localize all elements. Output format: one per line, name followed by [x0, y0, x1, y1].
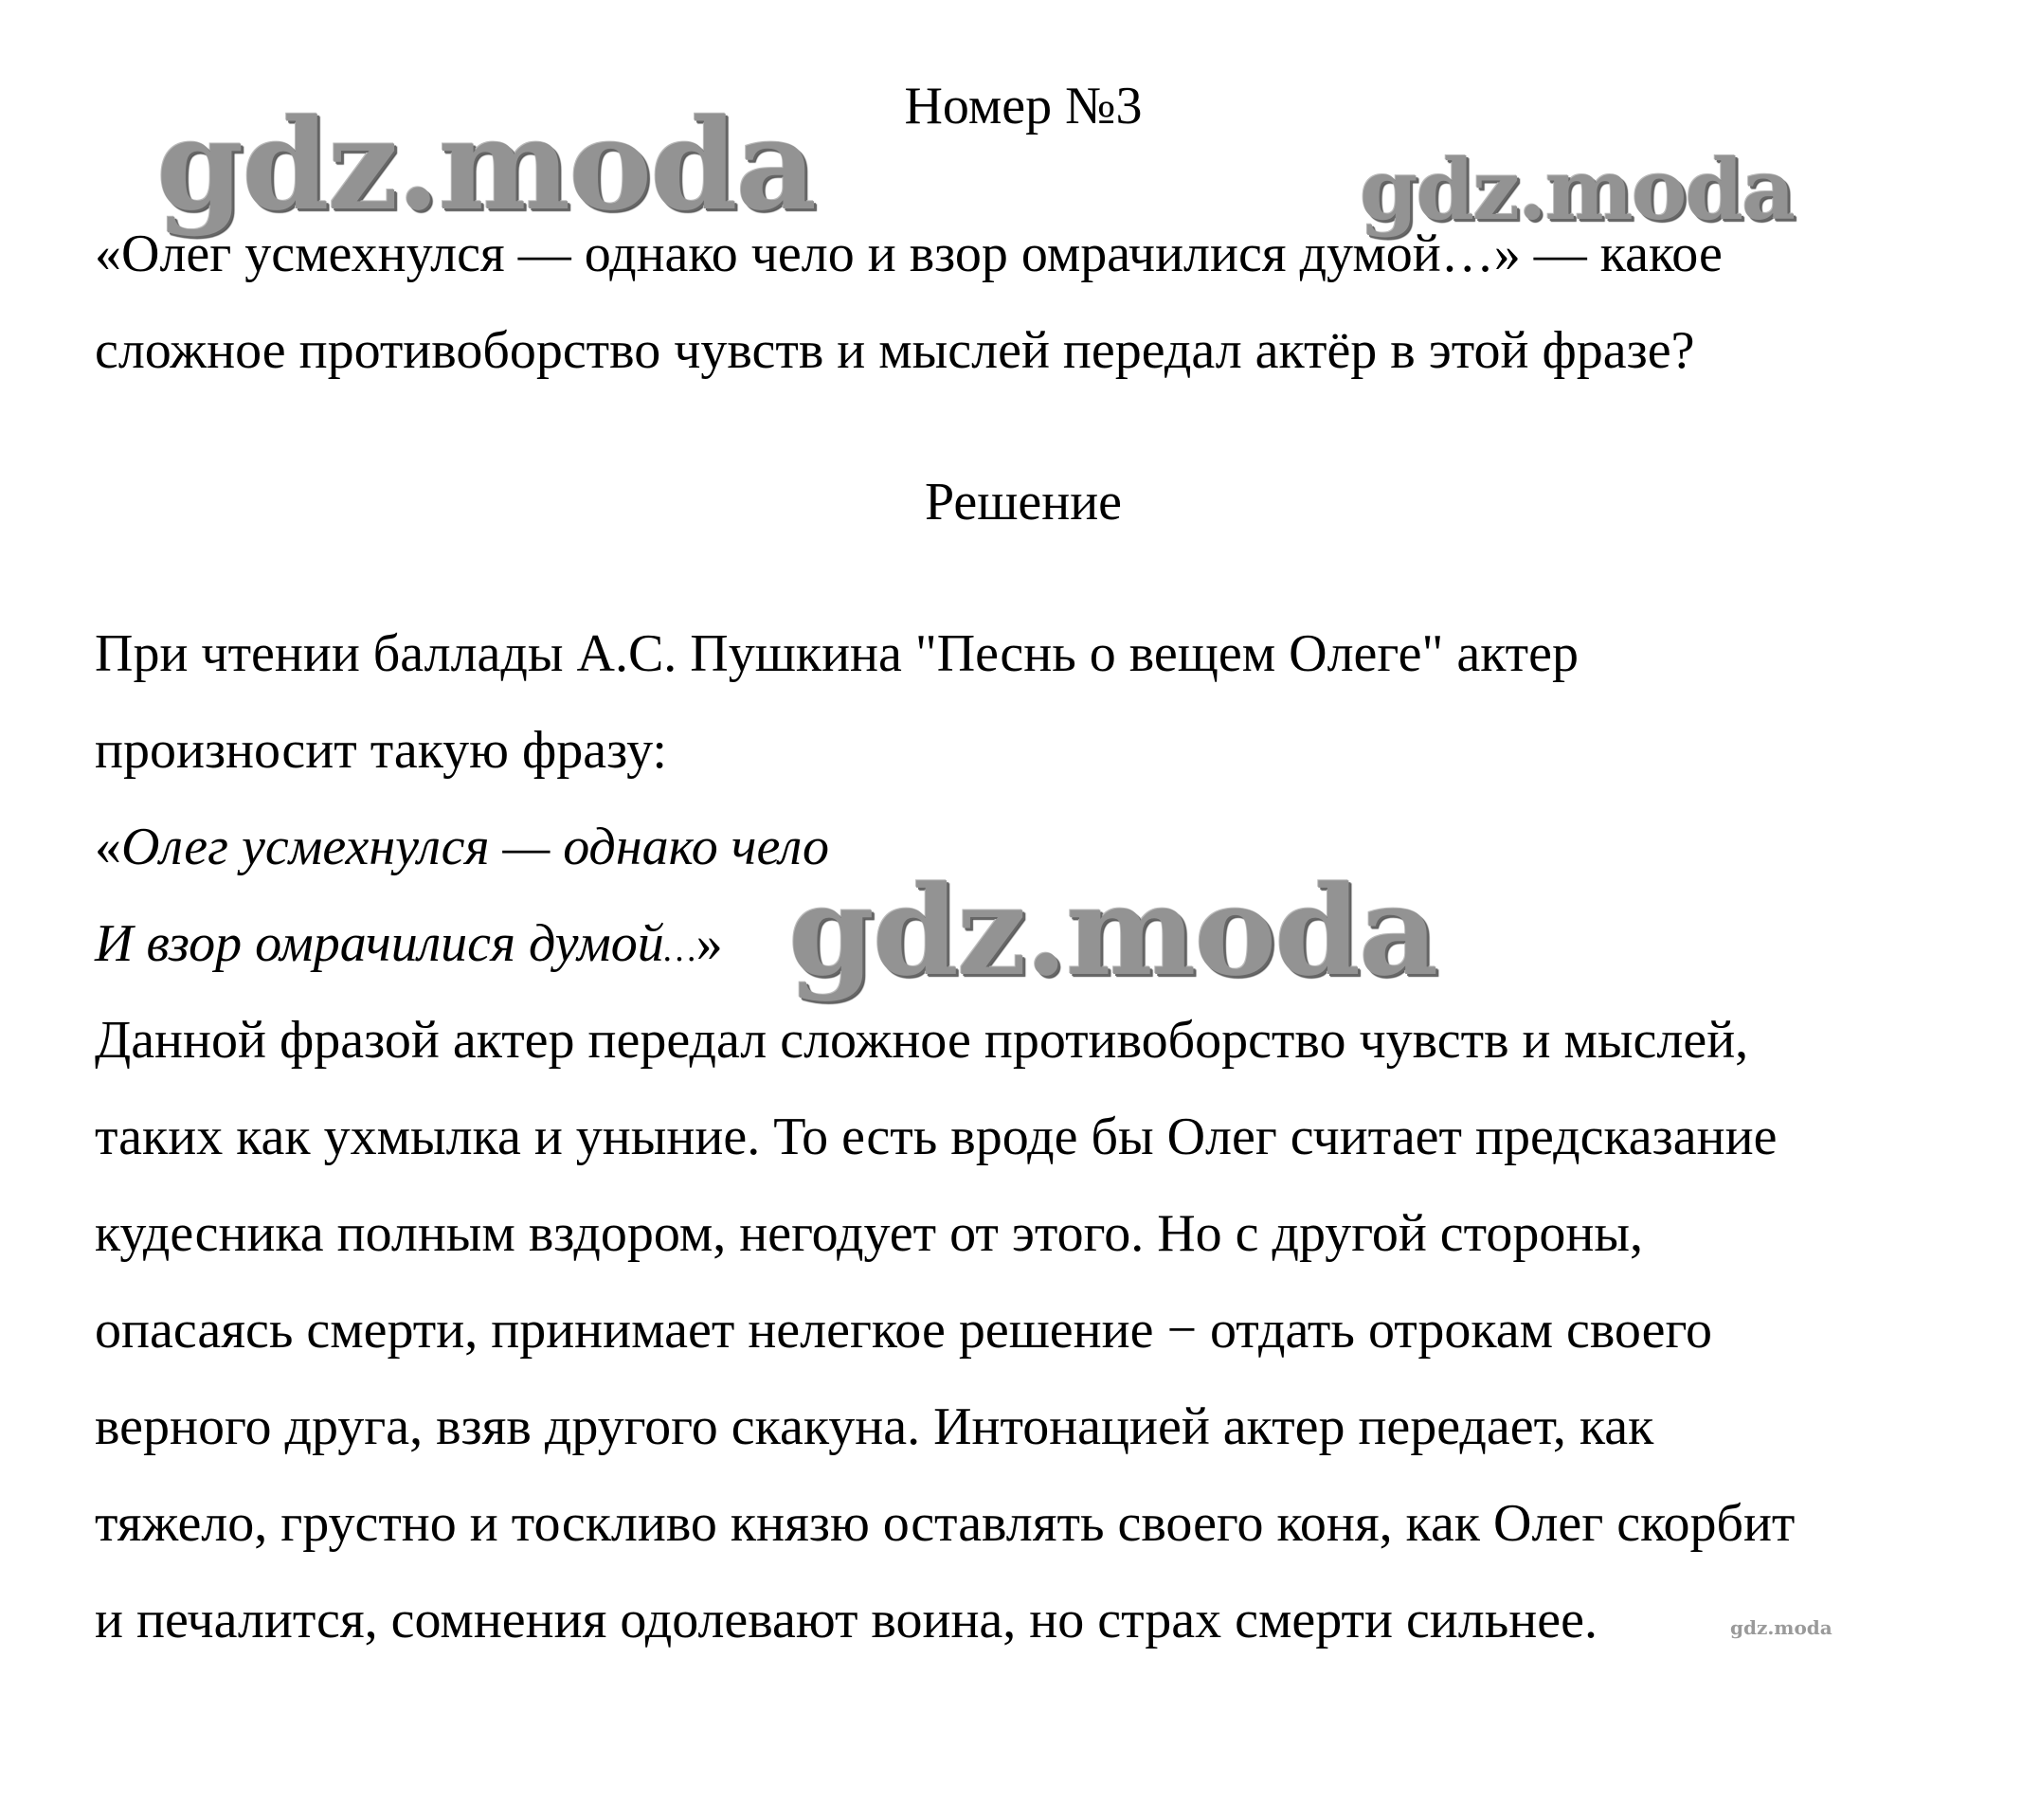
- page-title: Номер №3: [904, 77, 1143, 135]
- quote-open-mark: «: [95, 818, 121, 876]
- quote-ellipsis: …: [663, 929, 696, 969]
- intro-line-2: произносит такую фразу:: [95, 721, 667, 780]
- watermark-logo-small: gdz.moda: [1730, 1616, 1832, 1639]
- question-line-1: «Олег усмехнулся — однако чело и взор омрачилися думой…» — какое: [95, 225, 1723, 283]
- body-line-4: опасаясь смерти, принимает нелегкое решение − отдать отрокам своего: [95, 1301, 1713, 1360]
- quote-close-mark: »: [695, 914, 723, 973]
- watermark-logo-large: gdz.moda: [156, 92, 816, 239]
- watermark-logo-center: gdz.moda: [788, 858, 1437, 1003]
- body-line-6: тяжело, грустно и тоскливо князю оставлять своего коня, как Олег скорбит: [95, 1494, 1796, 1553]
- quote-line-2: [95, 911, 723, 982]
- solution-heading: Решение: [924, 473, 1123, 532]
- body-line-1: Данной фразой актер передал сложное противоборство чувств и мыслей,: [95, 1011, 1749, 1070]
- intro-line-1: При чтении баллады А.С. Пушкина "Песнь о вещем Олеге" актер: [95, 624, 1580, 683]
- question-line-2: сложное противоборство чувств и мыслей передал актёр в этой фразе?: [95, 321, 1695, 380]
- body-line-7: и печалится, сомнения одолевают воина, но страх смерти сильнее.: [95, 1591, 1598, 1649]
- watermark-logo-medium: gdz.moda: [1360, 140, 1795, 239]
- quote-line-1: [95, 815, 829, 879]
- quote-line-2-text: И взор омрачилися думой: [95, 914, 664, 973]
- quote-line-1-text: Олег усмехнулся — однако чело: [121, 818, 830, 876]
- body-line-3: кудесника полным вздором, негодует от этого. Но с другой стороны,: [95, 1204, 1643, 1263]
- body-line-2: таких как ухмылка и уныние. То есть вроде бы Олег считает предсказание: [95, 1108, 1778, 1166]
- body-line-5: верного друга, взяв другого скакуна. Интонацией актер передает, как: [95, 1397, 1654, 1456]
